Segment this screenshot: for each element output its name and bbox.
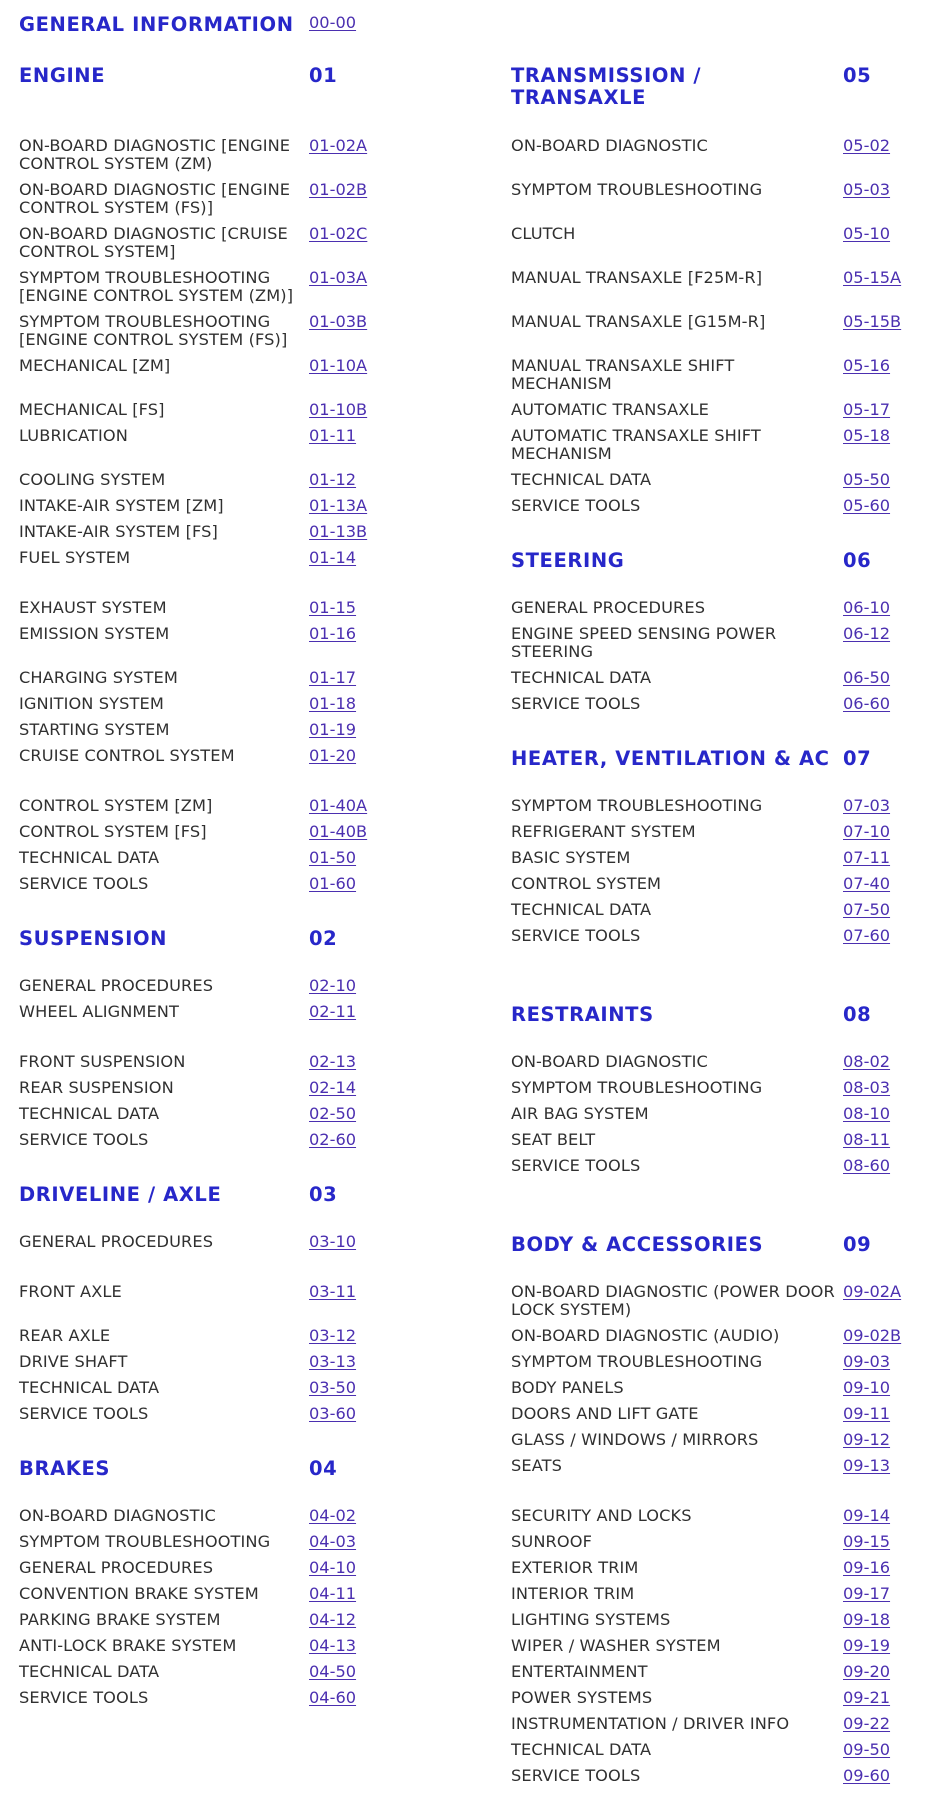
item-link[interactable]: 06-10 xyxy=(843,598,891,617)
item-label: TECHNICAL DATA xyxy=(19,1104,160,1123)
item-label: DOORS AND LIFT GATE xyxy=(511,1404,699,1423)
item-link[interactable]: 08-03 xyxy=(843,1078,891,1097)
item-label: ON-BOARD DIAGNOSTIC xyxy=(19,1506,216,1525)
item-label: BASIC SYSTEM xyxy=(511,848,631,867)
item-label: BODY PANELS xyxy=(511,1378,624,1397)
item-label: SERVICE TOOLS xyxy=(511,694,641,713)
item-label: WIPER / WASHER SYSTEM xyxy=(511,1636,721,1655)
item-link[interactable]: 01-19 xyxy=(309,720,357,739)
item-label: STARTING SYSTEM xyxy=(19,720,170,739)
item-label: DRIVE SHAFT xyxy=(19,1352,128,1371)
item-link[interactable]: 02-60 xyxy=(309,1130,357,1149)
item-link[interactable]: 02-13 xyxy=(309,1052,357,1071)
section-number: 01 xyxy=(309,64,338,87)
item-link[interactable]: 03-12 xyxy=(309,1326,357,1345)
section-title: STEERING xyxy=(511,549,625,572)
item-label: GENERAL PROCEDURES xyxy=(19,976,214,995)
section-number: 03 xyxy=(309,1183,338,1206)
item-label: SERVICE TOOLS xyxy=(19,1688,149,1707)
item-label: MANUAL TRANSAXLE [F25M-R] xyxy=(511,268,763,287)
item-label: CONVENTION BRAKE SYSTEM xyxy=(19,1584,259,1603)
section-title: ENGINE xyxy=(19,64,106,87)
item-link[interactable]: 05-02 xyxy=(843,136,891,155)
item-link[interactable]: 09-50 xyxy=(843,1740,891,1759)
item-label: POWER SYSTEMS xyxy=(511,1688,653,1707)
section-title: RESTRAINTS xyxy=(511,1003,654,1026)
item-link[interactable]: 03-50 xyxy=(309,1378,357,1397)
item-label: LUBRICATION xyxy=(19,426,128,445)
item-link[interactable]: 01-16 xyxy=(309,624,357,643)
item-label: CONTROL SYSTEM xyxy=(511,874,662,893)
item-link[interactable]: 01-14 xyxy=(309,548,357,567)
item-link[interactable]: 05-18 xyxy=(843,426,891,445)
section-title: BODY & ACCESSORIES xyxy=(511,1233,764,1256)
item-link[interactable]: 01-18 xyxy=(309,694,357,713)
item-link[interactable]: 09-14 xyxy=(843,1506,891,1525)
section-title: HEATER, VENTILATION & AC xyxy=(511,747,830,770)
item-label: LIGHTING SYSTEMS xyxy=(511,1610,671,1629)
item-label: GENERAL PROCEDURES xyxy=(19,1232,214,1251)
item-link[interactable]: 01-02C xyxy=(309,224,368,243)
item-link[interactable]: 06-50 xyxy=(843,668,891,687)
item-link[interactable]: 01-03B xyxy=(309,312,368,331)
item-label: GLASS / WINDOWS / MIRRORS xyxy=(511,1430,759,1449)
item-label: SYMPTOM TROUBLESHOOTING xyxy=(511,796,763,815)
section-number: 09 xyxy=(843,1233,872,1256)
item-link[interactable]: 05-50 xyxy=(843,470,891,489)
section-number: 05 xyxy=(843,64,872,87)
item-label: FRONT SUSPENSION xyxy=(19,1052,186,1071)
item-link[interactable]: 01-17 xyxy=(309,668,357,687)
section-title: DRIVELINE / AXLE xyxy=(19,1183,222,1206)
item-label: TECHNICAL DATA xyxy=(511,668,652,687)
item-link[interactable]: 08-02 xyxy=(843,1052,891,1071)
item-label: TECHNICAL DATA xyxy=(511,1740,652,1759)
item-link[interactable]: 02-50 xyxy=(309,1104,357,1123)
item-link[interactable]: 01-40B xyxy=(309,822,368,841)
item-label: SYMPTOM TROUBLESHOOTING [ENGINE CONTROL SYSTEM (ZM)] xyxy=(19,268,294,305)
item-link[interactable]: 09-16 xyxy=(843,1558,891,1577)
section-number: 07 xyxy=(843,747,872,770)
item-label: FUEL SYSTEM xyxy=(19,548,131,567)
item-link[interactable]: 09-02A xyxy=(843,1282,902,1301)
item-label: ON-BOARD DIAGNOSTIC xyxy=(511,136,708,155)
item-link[interactable]: 08-11 xyxy=(843,1130,891,1149)
item-link[interactable]: 05-03 xyxy=(843,180,891,199)
item-label: MANUAL TRANSAXLE [G15M-R] xyxy=(511,312,766,331)
item-label: ON-BOARD DIAGNOSTIC (AUDIO) xyxy=(511,1326,780,1345)
item-link[interactable]: 09-13 xyxy=(843,1456,891,1475)
item-label: SERVICE TOOLS xyxy=(19,1130,149,1149)
item-label: SERVICE TOOLS xyxy=(511,496,641,515)
item-link[interactable]: 01-02B xyxy=(309,180,368,199)
item-label: SUNROOF xyxy=(511,1532,592,1551)
item-link[interactable]: 09-11 xyxy=(843,1404,891,1423)
item-link[interactable]: 09-02B xyxy=(843,1326,902,1345)
section-number: 04 xyxy=(309,1457,338,1480)
item-label: INTERIOR TRIM xyxy=(511,1584,635,1603)
item-link[interactable]: 07-50 xyxy=(843,900,891,919)
item-link[interactable]: 09-03 xyxy=(843,1352,891,1371)
item-link[interactable]: 05-15B xyxy=(843,312,902,331)
item-link[interactable]: 02-10 xyxy=(309,976,357,995)
item-link[interactable]: 04-50 xyxy=(309,1662,357,1681)
item-label: REFRIGERANT SYSTEM xyxy=(511,822,696,841)
section-title: GENERAL INFORMATION xyxy=(19,13,294,36)
item-link[interactable]: 08-60 xyxy=(843,1156,891,1175)
item-label: TECHNICAL DATA xyxy=(511,900,652,919)
item-link[interactable]: 09-10 xyxy=(843,1378,891,1397)
item-label: SERVICE TOOLS xyxy=(511,926,641,945)
section-link-00-00[interactable]: 00-00 xyxy=(309,13,357,32)
section-number: 08 xyxy=(843,1003,872,1026)
item-label: REAR AXLE xyxy=(19,1326,111,1345)
item-link[interactable]: 03-11 xyxy=(309,1282,357,1301)
item-link[interactable]: 01-11 xyxy=(309,426,357,445)
item-label: IGNITION SYSTEM xyxy=(19,694,164,713)
item-label: CRUISE CONTROL SYSTEM xyxy=(19,746,235,765)
section-title: TRANSMISSION / TRANSAXLE xyxy=(511,64,702,109)
item-label: ANTI-LOCK BRAKE SYSTEM xyxy=(19,1636,237,1655)
item-label: ON-BOARD DIAGNOSTIC [ENGINE CONTROL SYSTEM (ZM) xyxy=(19,136,291,173)
item-link[interactable]: 04-03 xyxy=(309,1532,357,1551)
item-link[interactable]: 09-17 xyxy=(843,1584,891,1603)
item-label: PARKING BRAKE SYSTEM xyxy=(19,1610,221,1629)
item-label: INSTRUMENTATION / DRIVER INFO xyxy=(511,1714,790,1733)
item-link[interactable]: 01-10A xyxy=(309,356,368,375)
item-label: ENGINE SPEED SENSING POWER STEERING xyxy=(511,624,777,661)
item-label: AUTOMATIC TRANSAXLE SHIFT MECHANISM xyxy=(511,426,761,463)
item-link[interactable]: 03-60 xyxy=(309,1404,357,1423)
item-label: TECHNICAL DATA xyxy=(19,848,160,867)
item-link[interactable]: 05-60 xyxy=(843,496,891,515)
item-label: MANUAL TRANSAXLE SHIFT MECHANISM xyxy=(511,356,735,393)
item-label: CONTROL SYSTEM [ZM] xyxy=(19,796,213,815)
section-title: BRAKES xyxy=(19,1457,111,1480)
item-label: SERVICE TOOLS xyxy=(511,1156,641,1175)
item-link[interactable]: 05-17 xyxy=(843,400,891,419)
item-label: CONTROL SYSTEM [FS] xyxy=(19,822,207,841)
item-link[interactable]: 01-20 xyxy=(309,746,357,765)
item-link[interactable]: 01-13A xyxy=(309,496,368,515)
item-label: AUTOMATIC TRANSAXLE xyxy=(511,400,709,419)
item-label: GENERAL PROCEDURES xyxy=(511,598,706,617)
item-link[interactable]: 09-22 xyxy=(843,1714,891,1733)
item-link[interactable]: 07-40 xyxy=(843,874,891,893)
item-link[interactable]: 05-15A xyxy=(843,268,902,287)
item-label: ENTERTAINMENT xyxy=(511,1662,648,1681)
item-link[interactable]: 01-50 xyxy=(309,848,357,867)
item-label: SYMPTOM TROUBLESHOOTING [ENGINE CONTROL SYSTEM (FS)] xyxy=(19,312,288,349)
item-label: TECHNICAL DATA xyxy=(19,1378,160,1397)
item-link[interactable]: 01-13B xyxy=(309,522,368,541)
item-link[interactable]: 01-02A xyxy=(309,136,368,155)
item-link[interactable]: 09-18 xyxy=(843,1610,891,1629)
item-link[interactable]: 09-20 xyxy=(843,1662,891,1681)
item-label: COOLING SYSTEM xyxy=(19,470,166,489)
item-link[interactable]: 07-60 xyxy=(843,926,891,945)
item-link[interactable]: 01-12 xyxy=(309,470,357,489)
item-label: SYMPTOM TROUBLESHOOTING xyxy=(511,1352,763,1371)
item-label: AIR BAG SYSTEM xyxy=(511,1104,649,1123)
item-label: INTAKE-AIR SYSTEM [ZM] xyxy=(19,496,224,515)
item-label: EMISSION SYSTEM xyxy=(19,624,170,643)
item-label: INTAKE-AIR SYSTEM [FS] xyxy=(19,522,218,541)
item-link[interactable]: 07-11 xyxy=(843,848,891,867)
item-link[interactable]: 09-19 xyxy=(843,1636,891,1655)
item-link[interactable]: 09-60 xyxy=(843,1766,891,1785)
item-link[interactable]: 06-12 xyxy=(843,624,891,643)
item-link[interactable]: 04-02 xyxy=(309,1506,357,1525)
item-label: SECURITY AND LOCKS xyxy=(511,1506,692,1525)
item-link[interactable]: 02-14 xyxy=(309,1078,357,1097)
item-link[interactable]: 07-10 xyxy=(843,822,891,841)
item-label: CLUTCH xyxy=(511,224,576,243)
item-link[interactable]: 04-60 xyxy=(309,1688,357,1707)
item-link[interactable]: 09-15 xyxy=(843,1532,891,1551)
item-label: MECHANICAL [ZM] xyxy=(19,356,171,375)
item-link[interactable]: 05-10 xyxy=(843,224,891,243)
item-link[interactable]: 03-13 xyxy=(309,1352,357,1371)
item-label: SEAT BELT xyxy=(511,1130,596,1149)
section-title: SUSPENSION xyxy=(19,927,168,950)
item-label: TECHNICAL DATA xyxy=(511,470,652,489)
item-link[interactable]: 02-11 xyxy=(309,1002,357,1021)
item-label: SERVICE TOOLS xyxy=(511,1766,641,1785)
item-label: TECHNICAL DATA xyxy=(19,1662,160,1681)
item-label: SYMPTOM TROUBLESHOOTING xyxy=(511,1078,763,1097)
section-number: 06 xyxy=(843,549,872,572)
item-link[interactable]: 06-60 xyxy=(843,694,891,713)
item-label: WHEEL ALIGNMENT xyxy=(19,1002,180,1021)
item-label: EXTERIOR TRIM xyxy=(511,1558,639,1577)
item-link[interactable]: 04-13 xyxy=(309,1636,357,1655)
item-link[interactable]: 03-10 xyxy=(309,1232,357,1251)
item-label: SYMPTOM TROUBLESHOOTING xyxy=(19,1532,271,1551)
item-label: CHARGING SYSTEM xyxy=(19,668,178,687)
item-label: ON-BOARD DIAGNOSTIC [ENGINE CONTROL SYSTEM (FS)] xyxy=(19,180,291,217)
item-link[interactable]: 09-12 xyxy=(843,1430,891,1449)
item-link[interactable]: 07-03 xyxy=(843,796,891,815)
item-link[interactable]: 04-12 xyxy=(309,1610,357,1629)
item-label: GENERAL PROCEDURES xyxy=(19,1558,214,1577)
item-link[interactable]: 01-40A xyxy=(309,796,368,815)
item-link[interactable]: 04-11 xyxy=(309,1584,357,1603)
item-label: MECHANICAL [FS] xyxy=(19,400,165,419)
item-link[interactable]: 01-03A xyxy=(309,268,368,287)
item-link[interactable]: 01-60 xyxy=(309,874,357,893)
item-label: SERVICE TOOLS xyxy=(19,1404,149,1423)
item-label: SEATS xyxy=(511,1456,562,1475)
section-number: 02 xyxy=(309,927,338,950)
item-label: EXHAUST SYSTEM xyxy=(19,598,167,617)
item-link[interactable]: 04-10 xyxy=(309,1558,357,1577)
item-link[interactable]: 01-15 xyxy=(309,598,357,617)
item-label: ON-BOARD DIAGNOSTIC xyxy=(511,1052,708,1071)
item-label: SYMPTOM TROUBLESHOOTING xyxy=(511,180,763,199)
item-label: ON-BOARD DIAGNOSTIC (POWER DOOR LOCK SYSTEM) xyxy=(511,1282,835,1319)
item-label: REAR SUSPENSION xyxy=(19,1078,174,1097)
item-label: SERVICE TOOLS xyxy=(19,874,149,893)
item-link[interactable]: 05-16 xyxy=(843,356,891,375)
item-link[interactable]: 09-21 xyxy=(843,1688,891,1707)
item-label: FRONT AXLE xyxy=(19,1282,122,1301)
item-link[interactable]: 08-10 xyxy=(843,1104,891,1123)
item-link[interactable]: 01-10B xyxy=(309,400,368,419)
item-label: ON-BOARD DIAGNOSTIC [CRUISE CONTROL SYSTEM] xyxy=(19,224,288,261)
